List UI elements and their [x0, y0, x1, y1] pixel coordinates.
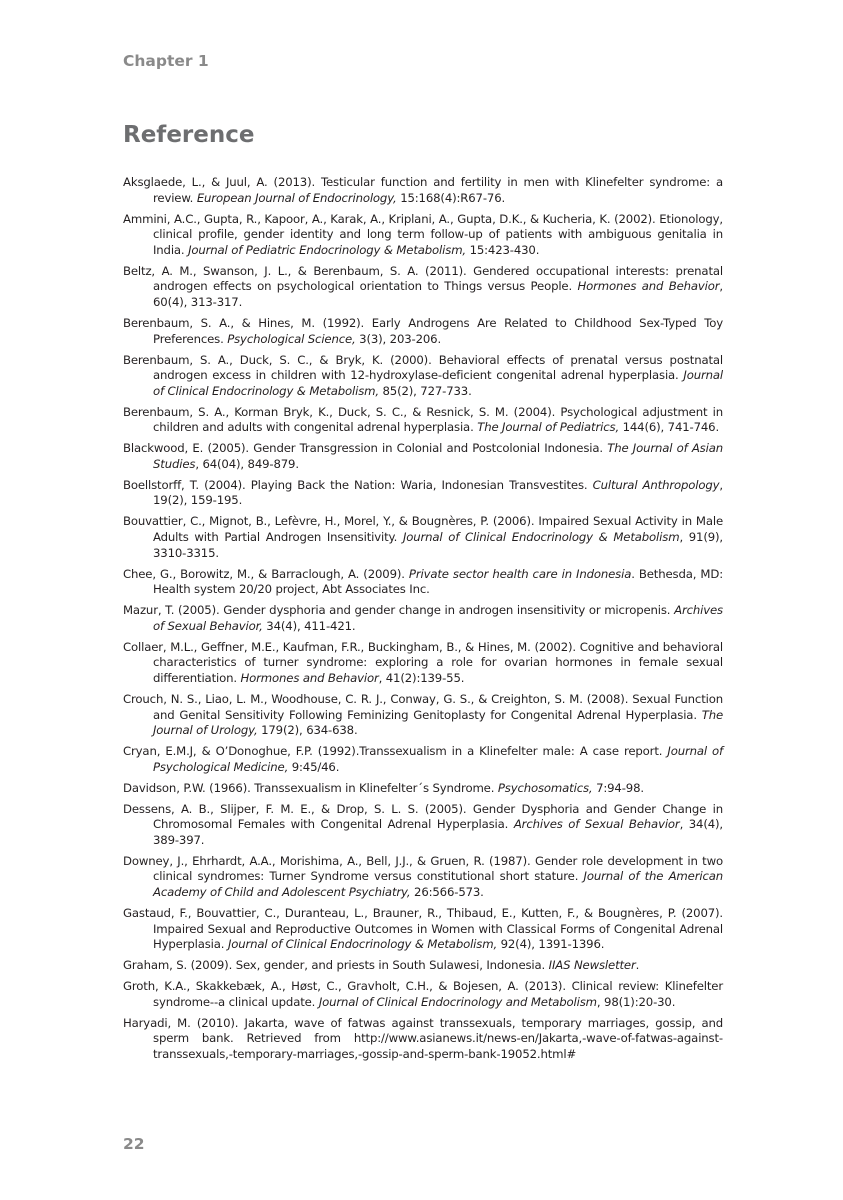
reference-text: Mazur, T. (2005). Gender dysphoria and gender change in androgen insensitivity or micropenis. [123, 603, 675, 618]
reference-text: Berenbaum, S. A., Duck, S. C., & Bryk, K. (2000). Behavioral effects of prenatal versus postnatal androgen excess in children with 12-hydroxylase-deficient congenital adrenal hyperplasia. [123, 352, 723, 383]
reference-text: Aksglaede, L., & Juul, A. (2013). Testicular function and fertility in men with Klinefelter syndrome: a review. [123, 175, 723, 205]
reference-item [123, 264, 723, 311]
reference-source: Hormones and Behavior [240, 670, 379, 685]
reference-source: Journal of Clinical Endocrinology & Metabolism, [153, 368, 723, 398]
reference-text: Crouch, N. S., Liao, L. M., Woodhouse, C. R. J., Conway, G. S., & Creighton, S. M. (2008). Sexual Function and Genital Sensitivity Following Feminizing Genitoplasty for Congenital Adrenal Hyperplasia. [123, 691, 723, 722]
reference-item [123, 979, 723, 1010]
reference-text: Blackwood, E. (2005). Gender Transgression in Colonial and Postcolonial Indonesia. [123, 441, 608, 456]
reference-source: Psychosomatics, [497, 780, 593, 795]
reference-details: . [635, 958, 640, 973]
reference-source: Private sector health care in Indonesia [408, 566, 632, 581]
reference-list [123, 175, 723, 1068]
reference-source: Cultural Anthropology [592, 477, 720, 492]
reference-item [123, 567, 723, 598]
reference-item [123, 802, 723, 849]
reference-source: Archives of Sexual Behavior, [153, 603, 723, 633]
reference-item [123, 212, 723, 259]
reference-source: Psychological Science, [227, 331, 356, 346]
reference-item [123, 175, 723, 206]
reference-text: Downey, J., Ehrhardt, A.A., Morishima, A., Bell, J.J., & Gruen, R. (1987). Gender role development in two clinical syndromes: Turner Syndrome versus constitutional short stature. [123, 853, 723, 884]
reference-text: Beltz, A. M., Swanson, J. L., & Berenbaum, S. A. (2011). Gendered occupational interests: prenatal androgen effects on psychological orientation to Things versus People. [123, 263, 723, 294]
reference-text: Haryadi, M. (2010). Jakarta, wave of fatwas against transsexuals, temporary marriages, gossip, and sperm bank. Retrieved from http://www.asianews.it/news-en/Jakarta,-wave-of-fatwas-against-transsexuals,-temporary-marriages,-gossip-and-sperm-bank-19052.html# [123, 1015, 723, 1061]
reference-text: Berenbaum, S. A., & Hines, M. (1992). Early Androgens Are Related to Childhood Sex-Typed Toy Preferences. [123, 315, 723, 346]
reference-details: 92(4), 1391-1396. [497, 937, 605, 952]
reference-item [123, 781, 723, 797]
section-title: Reference [123, 122, 255, 148]
reference-source: Journal of Clinical Endocrinology & Metabolism, [227, 937, 498, 952]
reference-source: The Journal of Pediatrics, [477, 420, 620, 435]
page-number: 22 [123, 1135, 145, 1153]
reference-details: , 19(2), 159-195. [153, 477, 723, 508]
reference-item [123, 353, 723, 400]
reference-details: , 41(2):139-55. [378, 670, 465, 685]
reference-item [123, 854, 723, 901]
reference-details: , 64(04), 849-879. [195, 456, 299, 471]
reference-text: Graham, S. (2009). Sex, gender, and priests in South Sulawesi, Indonesia. [123, 958, 549, 973]
reference-item [123, 405, 723, 436]
reference-source: Journal of Clinical Endocrinology & Metabolism [402, 530, 680, 544]
reference-source: The Journal of Urology, [153, 707, 723, 738]
reference-details: . Bethesda, MD: Health system 20/20 project, Abt Associates Inc. [153, 566, 723, 597]
reference-source: Archives of Sexual Behavior [513, 817, 680, 832]
reference-details: 15:168(4):R67-76. [396, 190, 506, 205]
reference-details: , 60(4), 313-317. [153, 279, 723, 309]
reference-item [123, 958, 723, 974]
reference-source: The Journal of Asian Studies [153, 441, 723, 471]
reference-details: 34(4), 411-421. [262, 618, 356, 633]
reference-item [123, 692, 723, 739]
reference-details: , 34(4), 389-397. [153, 817, 723, 847]
reference-text: Collaer, M.L., Geffner, M.E., Kaufman, F.R., Buckingham, B., & Hines, M. (2002). Cognitive and behavioral characteristics of turner syndrome: exploring a role for ovarian hormones in female sexual differentiation. [123, 639, 723, 685]
reference-details: 26:566-573. [410, 885, 484, 899]
reference-details: , 91(9), 3310-3315. [153, 530, 724, 560]
reference-source: European Journal of Endocrinology, [196, 190, 397, 205]
reference-item [123, 906, 723, 953]
reference-text: Gastaud, F., Bouvattier, C., Duranteau, L., Brauner, R., Thibaud, E., Kutten, F., & Bougnères, P. (2007). Impaired Sexual and Reproductive Outcomes in Women with Classical Forms of Congenital Adrenal Hyperplasia. [123, 905, 723, 952]
reference-text: Berenbaum, S. A., Korman Bryk, K., Duck, S. C., & Resnick, S. M. (2004). Psychological adjustment in children and adults with congenital adrenal hyperplasia. [123, 404, 723, 435]
reference-source: Journal of Clinical Endocrinology and Metabolism [318, 994, 597, 1009]
chapter-label: Chapter 1 [123, 52, 209, 70]
reference-item [123, 316, 723, 347]
reference-text: Dessens, A. B., Slijper, F. M. E., & Drop, S. L. S. (2005). Gender Dysphoria and Gender Change in Chromosomal Females with Congenital Adrenal Hyperplasia. [123, 801, 723, 832]
reference-item [123, 478, 723, 509]
reference-item [123, 441, 723, 472]
reference-source: Journal of Pediatric Endocrinology & Metabolism, [188, 242, 466, 257]
reference-source: IIAS Newsletter [548, 958, 636, 973]
reference-text: Groth, K.A., Skakkebæk, A., Høst, C., Gravholt, C.H., & Bojesen, A. (2013). Clinical review: Klinefelter syndrome--a clinical update. [123, 979, 723, 1009]
reference-details: 144(6), 741-746. [619, 420, 720, 435]
reference-source: Journal of Psychological Medicine, [153, 744, 724, 774]
reference-details: , 98(1):20-30. [596, 994, 676, 1009]
reference-item [123, 640, 723, 687]
reference-details: 3(3), 203-206. [355, 331, 442, 346]
reference-details: 7:94-98. [592, 780, 644, 795]
reference-details: 85(2), 727-733. [378, 383, 472, 398]
reference-item [123, 1016, 723, 1063]
reference-item [123, 744, 723, 775]
reference-source: Hormones and Behavior [577, 279, 720, 294]
reference-details: 179(2), 634-638. [257, 723, 358, 738]
reference-text: Ammini, A.C., Gupta, R., Kapoor, A., Karak, A., Kriplani, A., Gupta, D.K., & Kucheria, K. (2002). Etionology, clinical profile, gender identity and long term follow-up of patients with ambiguous genitalia in India. [123, 211, 723, 257]
reference-source: Journal of the American Academy of Child and Adolescent Psychiatry, [153, 869, 723, 899]
reference-text: Chee, G., Borowitz, M., & Barraclough, A. (2009). [123, 566, 409, 581]
reference-text: Boellstorff, T. (2004). Playing Back the Nation: Waria, Indonesian Transvestites. [123, 477, 593, 492]
reference-text: Cryan, E.M.J, & O’Donoghue, F.P. (1992).Transsexualism in a Klinefelter male: A case report. [123, 744, 668, 759]
reference-details: 15:423-430. [466, 242, 540, 257]
reference-text: Davidson, P.W. (1966). Transsexualism in Klinefelter´s Syndrome. [123, 780, 498, 795]
reference-text: Bouvattier, C., Mignot, B., Lefèvre, H., Morel, Y., & Bougnères, P. (2006). Impaired Sexual Activity in Male Adults with Partial Androgen Insensitivity. [123, 514, 723, 544]
reference-item [123, 603, 723, 634]
reference-item [123, 514, 723, 561]
reference-details: 9:45/46. [288, 759, 340, 774]
